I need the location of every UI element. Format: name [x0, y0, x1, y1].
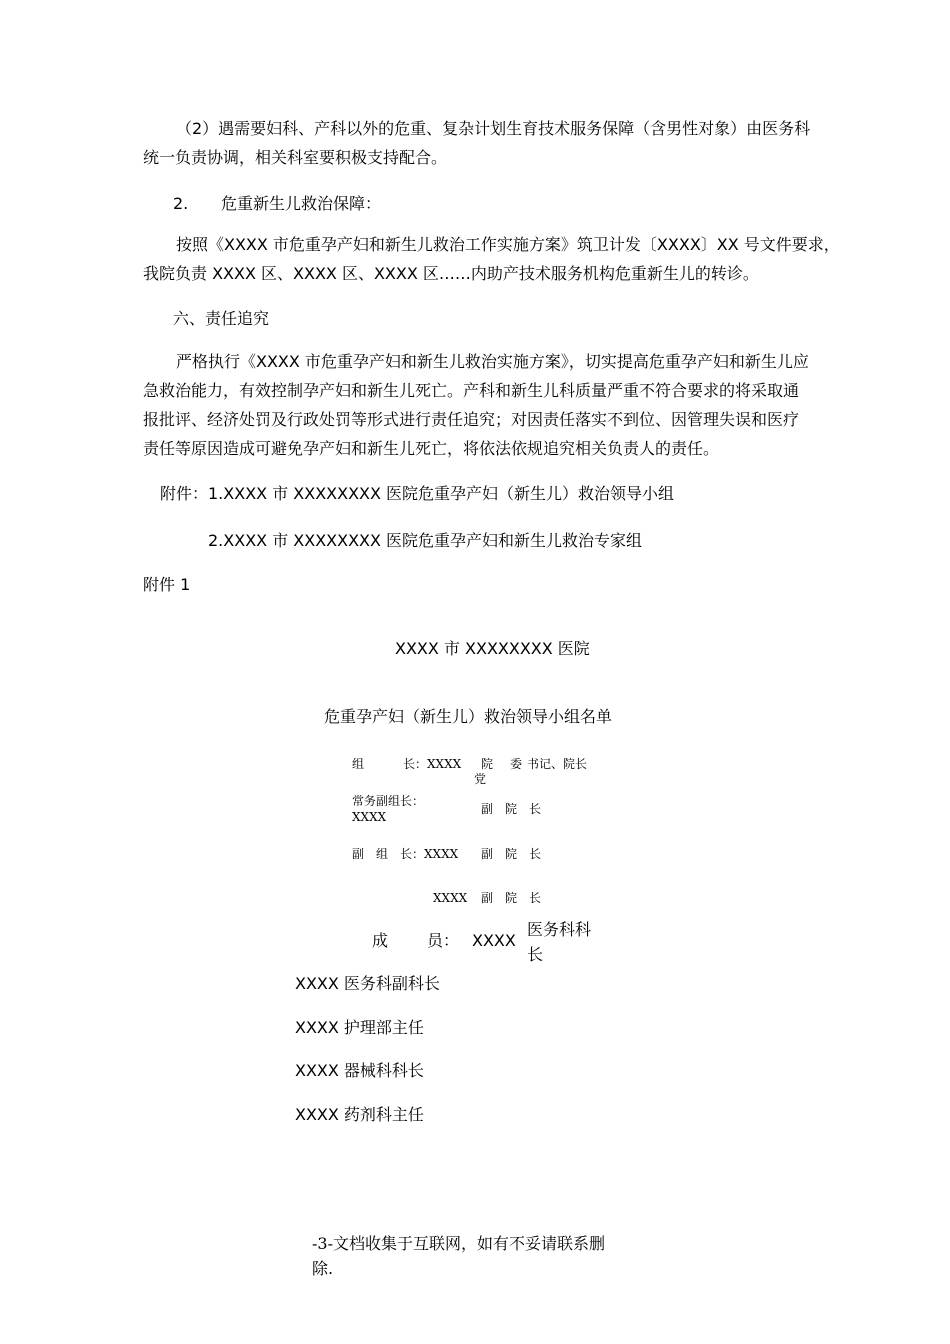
paragraph-1-line-2: 统一负责协调，相关科室要积极支持配合。	[143, 148, 448, 167]
section-6-heading: 六、责任追究	[173, 309, 270, 328]
paragraph-3-line-2: 急救治能力，有效控制孕产妇和新生儿死亡。产科和新生儿科质量严重不符合要求的将采取通	[143, 381, 800, 400]
member-item: XXXX 器械科科长	[295, 1061, 424, 1080]
member-item: XXXX 医务科副科长	[295, 974, 440, 993]
row1-role-part-4: 书记、院长	[527, 757, 588, 771]
paragraph-2-line-1: 按照《XXXX 市危重孕产妇和新生儿救治工作实施方案》筑卫计发〔XXXX〕XX 号文件要求，	[176, 235, 840, 254]
item-2-heading: 危重新生儿救治保障：	[221, 194, 382, 213]
row1-role-part-1: 院	[481, 757, 494, 771]
item-2-number: 2.	[173, 194, 189, 213]
row3-label: 副 组 长：XXXX	[352, 847, 459, 861]
footer-line-1: -3-文档收集于互联网，如有不妥请联系删	[312, 1234, 605, 1253]
row2-label-line-1: 常务副组长：	[352, 794, 425, 808]
row5-role-cut: 长	[527, 945, 544, 964]
footer-line-2: 除.	[312, 1259, 334, 1278]
attachments-line-1: 附件：1.XXXX 市 XXXXXXXX 医院危重孕产妇（新生儿）救治领导小组	[160, 484, 675, 503]
paragraph-3-line-3: 报批评、经济处罚及行政处罚等形式进行责任追究；对因责任落实不到位、因管理失误和医疗	[143, 410, 800, 429]
paragraph-3-line-1: 严格执行《XXXX 市危重孕产妇和新生儿救治实施方案》，切实提高危重孕产妇和新生儿应	[176, 352, 809, 371]
appendix-title-line-2: 危重孕产妇（新生儿）救治领导小组名单	[324, 707, 613, 726]
row1-role-part-3: 委	[510, 757, 523, 771]
row5-role-cell	[527, 915, 592, 964]
paragraph-3-line-4: 责任等原因造成可避免孕产妇和新生儿死亡，将依法依规追究相关负责人的责任。	[143, 439, 720, 458]
row5-name: XXXX	[472, 931, 516, 950]
paragraph-2-line-2: 我院负责 XXXX 区、XXXX 区、XXXX 区……内助产技术服务机构危重新生儿的转诊。	[143, 264, 759, 283]
row3-role: 副 院 长	[481, 847, 542, 861]
member-item: XXXX 护理部主任	[295, 1018, 424, 1037]
attachments-line-2: 2.XXXX 市 XXXXXXXX 医院危重孕产妇和新生儿救治专家组	[208, 531, 643, 550]
row1-label-part-2: 长：XXXX	[403, 757, 462, 771]
member-item: XXXX 药剂科主任	[295, 1105, 424, 1124]
row1-label-part-1: 组	[352, 757, 365, 771]
appendix-title-line-1: XXXX 市 XXXXXXXX 医院	[395, 639, 590, 658]
row2-label-line-2: XXXX	[352, 810, 387, 824]
row2-role: 副 院 长	[481, 802, 542, 816]
row4-name: XXXX	[433, 891, 468, 905]
row5-label-part-2: 员：	[427, 931, 460, 950]
row1-role-part-2: 党	[474, 772, 487, 786]
row5-label-part-1: 成	[372, 931, 389, 950]
row5-role: 医务科科	[527, 920, 592, 939]
row4-role: 副 院 长	[481, 891, 542, 905]
appendix-label: 附件 1	[143, 575, 191, 594]
paragraph-1-line-1: （2）遇需要妇科、产科以外的危重、复杂计划生育技术服务保障（含男性对象）由医务科	[176, 119, 811, 138]
